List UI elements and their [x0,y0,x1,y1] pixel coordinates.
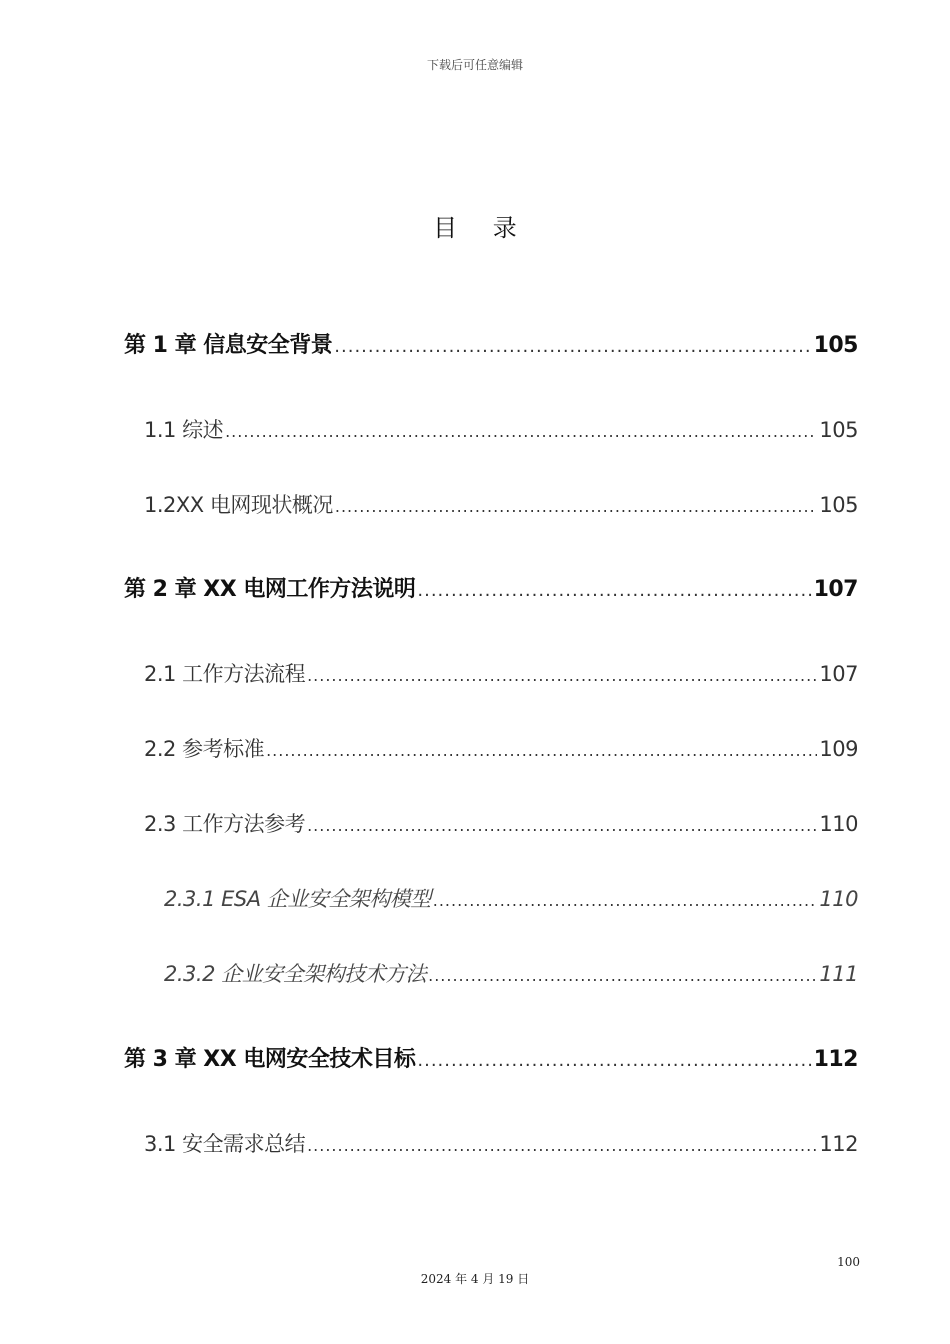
toc-entry-page: 109 [819,737,858,761]
dot-leader [307,1136,817,1155]
toc-entry-page: 107 [813,577,858,602]
toc-entry-page: 105 [813,333,858,358]
toc-entry-label: 1.1 综述 [144,418,224,442]
toc-entry-label: 2.3.2 企业安全架构技术方法 [164,962,427,986]
dot-leader [225,422,817,441]
toc-entry-2-3[interactable] [144,808,858,838]
toc-entry-2-3-1[interactable] [164,883,858,913]
toc-entry-label: 第 2 章 XX 电网工作方法说明 [124,577,416,602]
toc-entry-2-2[interactable] [144,733,858,763]
toc-entry-1-2[interactable] [144,489,858,519]
toc-entry-chapter-2[interactable] [124,572,858,603]
dot-leader [335,497,818,516]
toc-entry-label: 第 1 章 信息安全背景 [124,333,333,358]
toc-entry-2-3-2[interactable] [164,958,858,988]
dot-leader [266,741,817,760]
toc-entry-2-1[interactable] [144,658,858,688]
dot-leader [433,891,818,910]
toc-entry-page: 105 [819,493,858,517]
toc-entry-label: 第 3 章 XX 电网安全技术目标 [124,1047,416,1072]
dot-leader [307,666,817,685]
header-note: 下载后可任意编辑 [426,58,523,72]
toc-entry-page: 107 [819,662,858,686]
toc-entry-label: 2.1 工作方法流程 [144,662,306,686]
toc-entry-1-1[interactable] [144,414,858,444]
toc-entry-chapter-1[interactable] [124,328,858,359]
toc-entry-page: 111 [819,962,858,986]
toc-entry-label: 1.2XX 电网现状概况 [144,493,333,517]
page-number: 100 [837,1255,860,1269]
toc-entry-page: 110 [819,887,858,911]
toc-entry-3-1[interactable] [144,1128,858,1158]
toc-entry-chapter-3[interactable] [124,1042,858,1073]
toc-title: 目 录 [433,214,531,242]
dot-leader [307,816,817,835]
toc-entry-label: 2.3 工作方法参考 [144,812,306,836]
toc-entry-page: 110 [819,812,858,836]
toc-entry-page: 112 [819,1132,858,1156]
dot-leader [334,336,811,357]
toc-entry-label: 2.3.1 ESA 企业安全架构模型 [164,887,431,911]
toc-entry-page: 105 [819,418,858,442]
toc-entry-page: 112 [813,1047,858,1072]
dot-leader [417,580,811,601]
toc-entry-label: 2.2 参考标准 [144,737,265,761]
dot-leader [428,966,817,985]
dot-leader [417,1050,811,1071]
toc-entry-label: 3.1 安全需求总结 [144,1132,306,1156]
footer-date: 2024 年 4 月 19 日 [420,1272,530,1286]
